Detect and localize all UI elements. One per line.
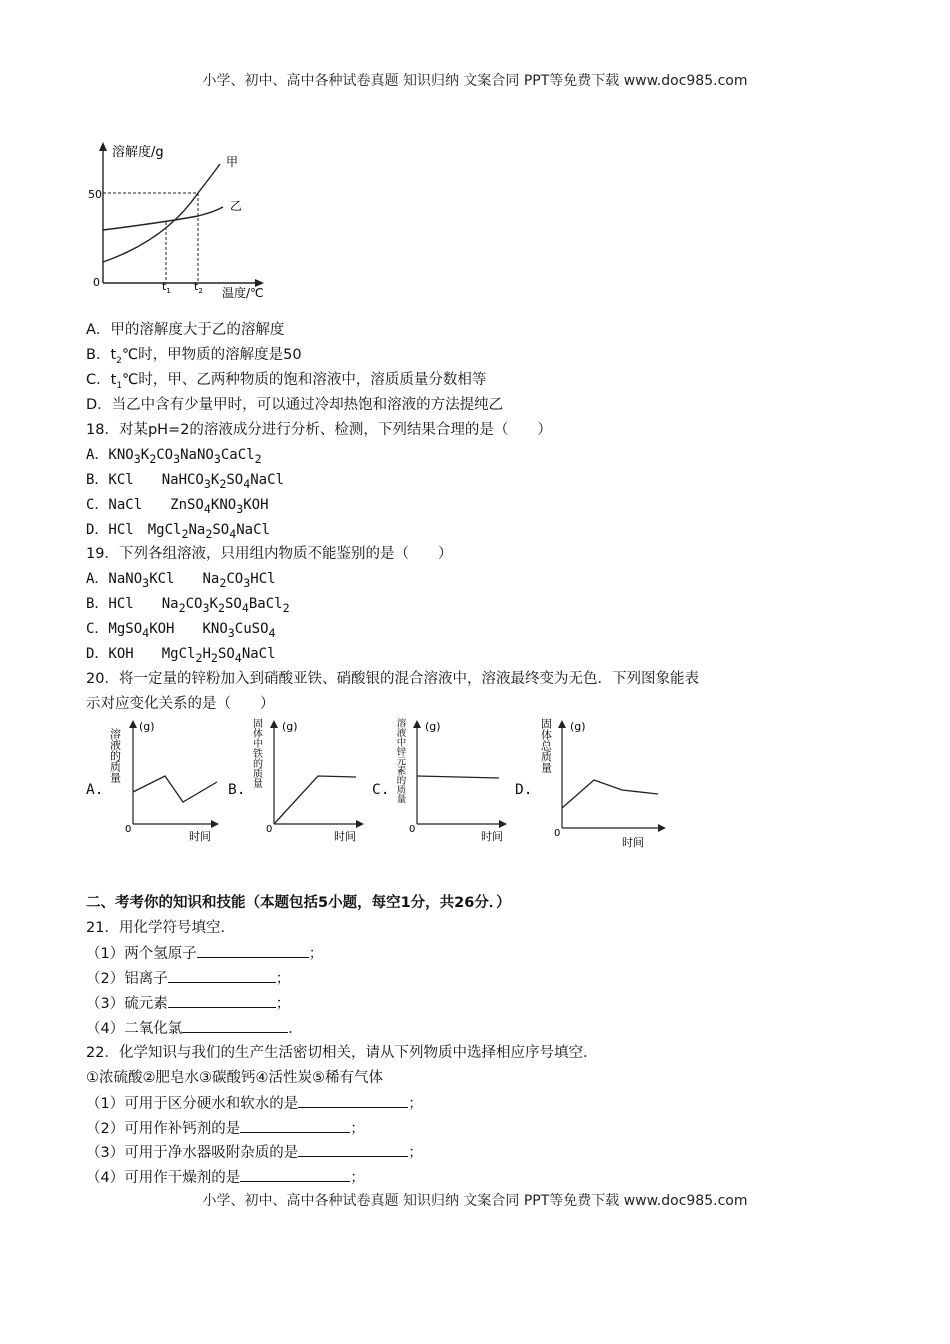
q17-option-d: D．当乙中含有少量甲时，可以通过冷却热饱和溶液的方法提纯乙 [86,397,504,413]
q20-graph-b [250,714,369,849]
section-2-heading: 二、考考你的知识和技能（本题包括5小题，每空1分，共26分．） [86,895,511,911]
answer-blank[interactable] [182,1018,288,1033]
svg-text:0: 0 [266,824,273,835]
answer-blank[interactable] [168,993,276,1008]
curve-jia [103,164,220,262]
q20-graph-a [108,714,223,849]
q20-graph-c [394,714,512,849]
q22-item-3: （3）可用于净水器吸附杂质的是 ； [86,1142,423,1163]
q21-item-1: （1）两个氢原子 ； [86,943,323,964]
chart-ylabel: 溶解度/g [112,145,164,160]
q21-item-4: （4）二氧化氯 ． [86,1018,303,1039]
svg-text:0: 0 [125,824,132,835]
q18-stem: 18．对某pH=2的溶液成分进行分析、检测，下列结果合理的是（ ） [86,422,552,438]
q21-stem: 21．用化学符号填空． [86,920,235,936]
q20-option-c-label: C. [372,782,390,798]
chart-xlabel: 温度/℃ [222,286,264,300]
q21-item-3: （3）硫元素 ； [86,993,290,1014]
q19-option-c: C．MgSO$_4$KOH $KNO_3CuSO_4$ [86,621,276,640]
q19-option-b: B．HCl $Na_2CO_3K_2SO_4BaCl_2$ [86,596,290,615]
q20-option-a-label: A. [86,782,104,798]
svg-text:0: 0 [554,828,561,839]
q20-option-d-label: D. [515,782,533,798]
svg-text:0: 0 [409,824,416,835]
svg-text:固体总质量: 固体总质量 [539,718,553,773]
svg-text:时间: 时间 [622,836,644,849]
solubility-chart [86,140,286,305]
svg-text:(g): (g) [282,720,298,733]
q17-option-b: B．$t_2℃$时，甲物质的溶解度是50 [86,347,302,366]
q17-option-c: C．$t_1℃$时，甲、乙两种物质的饱和溶液中，溶质质量分数相等 [86,372,487,391]
svg-text:时间: 时间 [189,830,211,843]
q22-item-1: （1）可用于区分硬水和软水的是 ； [86,1093,423,1114]
q19-option-a: A．NaNO$_3$KCl $Na_2CO_3HCl$ [86,571,276,590]
answer-blank[interactable] [168,968,276,983]
q20-graph-d [539,714,670,849]
q20-option-b-label: B. [228,782,246,798]
q22-stem: 22．化学知识与我们的生产生活密切相关，请从下列物质中选择相应序号填空． [86,1045,598,1061]
q18-option-c: C．NaCl $ZnSO_4KNO_3KOH$ [86,497,269,516]
q22-choices: ①浓硫酸②肥皂水③碳酸钙④活性炭⑤稀有气体 [86,1070,383,1086]
q18-option-b: B．KCl $NaHCO_3K_2SO_4NaCl$ [86,472,284,491]
q20-stem-line2: 示对应变化关系的是（ ） [86,696,275,712]
q18-option-d: D．HCl $MgCl_2Na_2SO_4NaCl$ [86,522,270,541]
svg-text:时间: 时间 [481,830,503,843]
curve-jia-label: 甲 [226,155,239,169]
svg-text:溶液中锌元素的质量: 溶液中锌元素的质量 [394,718,406,804]
origin-label: 0 [93,276,100,289]
t2-label: $t_2$ [194,280,203,295]
q19-stem: 19．下列各组溶液，只用组内物质不能鉴别的是（ ） [86,546,453,562]
answer-blank[interactable] [240,1167,350,1182]
q18-option-a: A．$KNO_3K_2CO_3NaNO_3CaCl_2$ [86,447,262,466]
q22-item-4: （4）可用作干燥剂的是 ； [86,1167,365,1188]
page-header: 小学、初中、高中各种试卷真题 知识归纳 文案合同 PPT等免费下载 www.doc985.com [202,73,748,89]
curve-yi-label: 乙 [230,199,243,213]
q22-item-2: （2）可用作补钙剂的是 ； [86,1118,365,1139]
answer-blank[interactable] [240,1118,350,1133]
answer-blank[interactable] [298,1093,408,1108]
y-tick-50: 50 [88,188,102,201]
q17-option-a: A．甲的溶解度大于乙的溶解度 [86,322,285,338]
q21-item-2: （2）铝离子 ； [86,968,290,989]
svg-text:固体中铁的质量: 固体中铁的质量 [250,718,262,788]
page-footer: 小学、初中、高中各种试卷真题 知识归纳 文案合同 PPT等免费下载 www.doc985.com [202,1193,748,1209]
svg-text:(g): (g) [139,720,155,733]
svg-text:(g): (g) [570,720,586,733]
q19-option-d: D．KOH $MgCl_2H_2SO_4NaCl$ [86,646,276,665]
svg-text:时间: 时间 [334,830,356,843]
answer-blank[interactable] [298,1142,408,1157]
svg-text:溶液的质量: 溶液的质量 [108,728,122,783]
answer-blank[interactable] [197,943,309,958]
q20-stem-line1: 20．将一定量的锌粉加入到硝酸亚铁、硝酸银的混合溶液中，溶液最终变为无色．下列图象能表 [86,671,699,687]
curve-yi [103,207,223,230]
t1-label: $t_1$ [162,280,171,295]
svg-text:(g): (g) [425,720,441,733]
